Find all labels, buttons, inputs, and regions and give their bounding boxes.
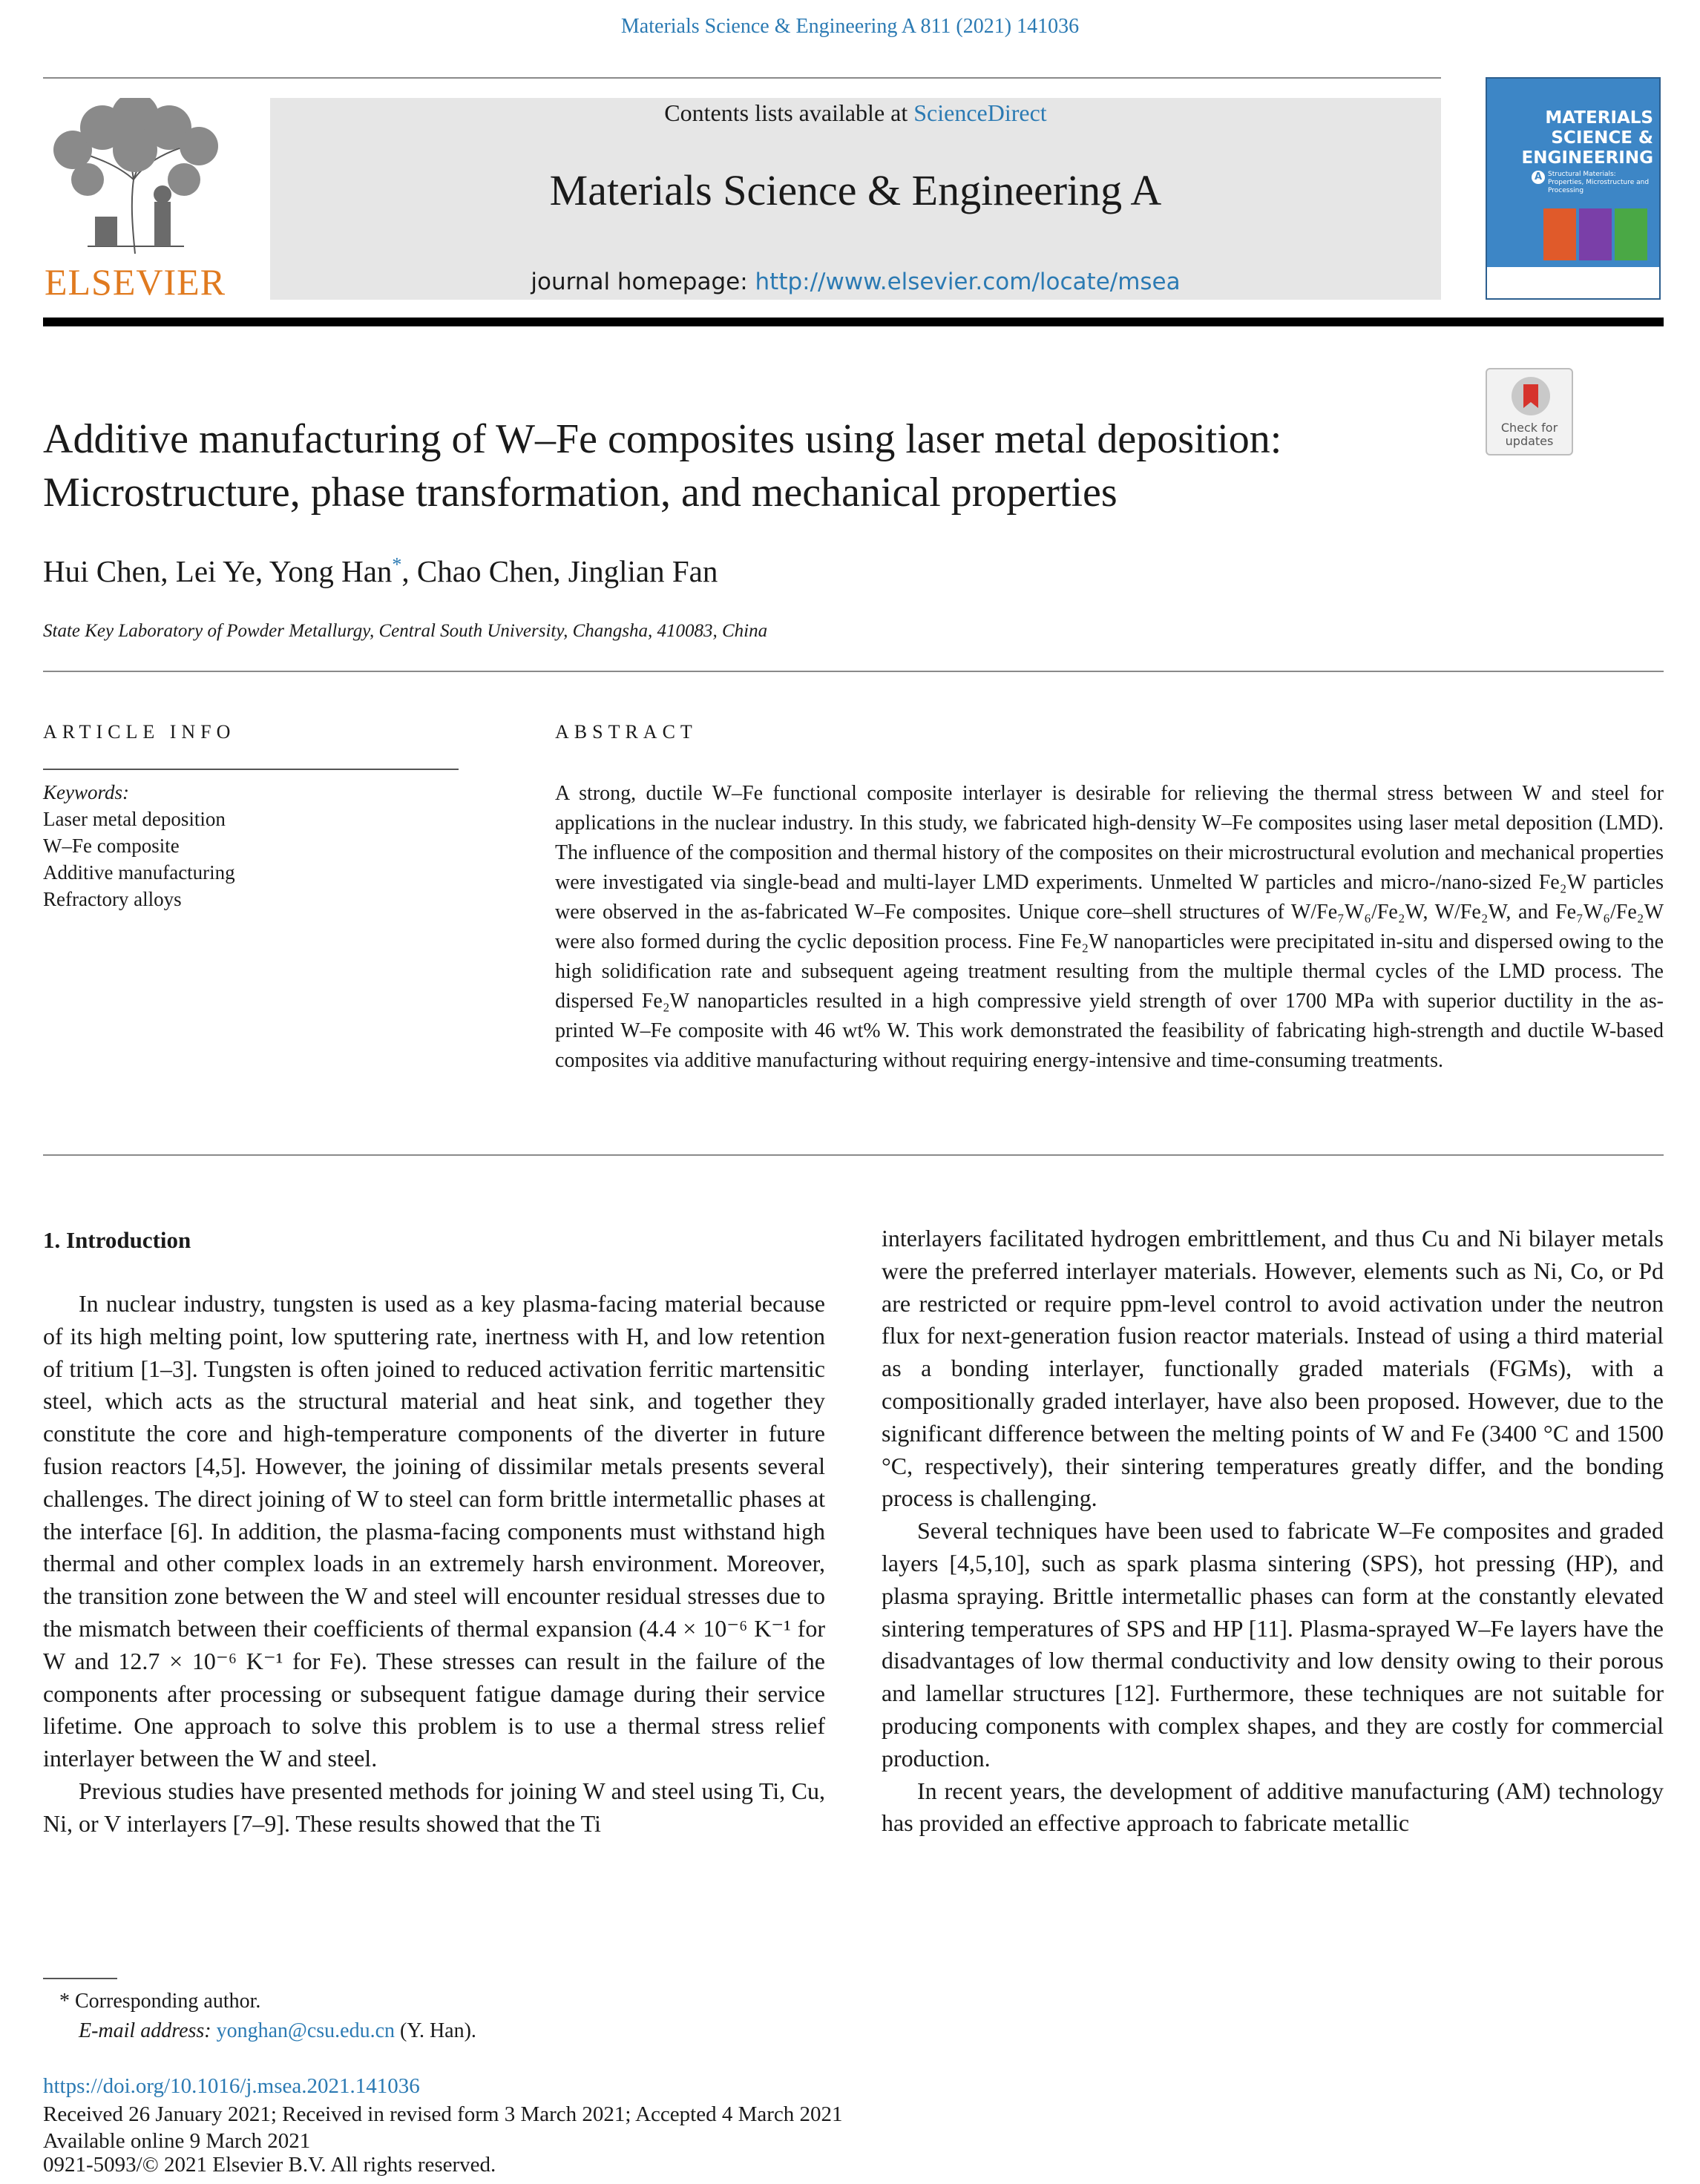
author-name[interactable]: Chao Chen [416, 554, 554, 588]
cover-image-purple [1579, 208, 1612, 260]
cover-subtitle: Structural Materials: Properties, Microstructure and Processing [1548, 171, 1650, 194]
right-column [882, 1223, 1664, 1840]
footnote [59, 1987, 476, 2046]
homepage-line [270, 267, 1441, 297]
header-thick-rule [43, 318, 1664, 326]
article-title [43, 412, 1453, 519]
email-label: E-mail address: [79, 2019, 217, 2042]
check-for-updates-badge[interactable] [1486, 368, 1573, 455]
contents-prefix: Contents lists available at [664, 99, 914, 126]
corresponding-author-mark[interactable]: * [392, 553, 402, 576]
left-column [43, 1288, 825, 1841]
running-header[interactable]: Materials Science & Engineering A 811 (2021) 141036 [620, 15, 1080, 38]
body-paragraph: In recent years, the development of additive manufacturing (AM) technology has provided an effective approach to fabricate metallic [882, 1777, 1664, 1837]
footnote-rule [43, 1978, 117, 1979]
email-suffix: (Y. Han). [395, 2019, 476, 2042]
publisher-name: ELSEVIER [44, 261, 226, 303]
received-dates: Received 26 January 2021; Received in revised form 3 March 2021; Accepted 4 March 2021 [43, 2102, 843, 2126]
cover-title: MATERIALS SCIENCE & ENGINEERING [1521, 108, 1653, 168]
title-line-1: Additive manufacturing of W–Fe composites using laser metal deposition: [43, 416, 1282, 462]
email-link[interactable]: yonghan@csu.edu.cn [216, 2019, 396, 2042]
top-divider [43, 77, 1441, 79]
sciencedirect-link[interactable]: ScienceDirect [913, 99, 1047, 126]
info-rule [43, 769, 459, 770]
copyright: 0921-5093/© 2021 Elsevier B.V. All rights reserved. [43, 2153, 496, 2177]
article-info-heading: ARTICLE INFO [43, 721, 236, 743]
cover-image-green [1615, 208, 1647, 260]
elsevier-tree-icon [43, 98, 227, 261]
abstract-text: A strong, ductile W–Fe functional composite interlayer is desirable for relieving the thermal stress between W and steel for applications in the nuclear industry. In this study, we fabricated high-density W–Fe composites using laser metal deposition (LMD). The influence of the composition and thermal history of the composites on their microstructural evolution and mechanical properties were investigated via single-bead and multi-layer LMD experiments. Unmelted W particles and micro-/nano-sized Fe₂W particles were observed in the as-fabricated W–Fe composites. Unique core–shell structures of W/Fe₇W₆/Fe₂W, W/Fe₂W, and Fe₇W₆/Fe₂W were also formed during the cyclic deposition process. Fine Fe₂W nanoparticles were precipitated in-situ and dispersed owing to the high solidification rate and subsequent ageing treatment resulting from the multiple thermal cycles of the LMD process. The dispersed Fe₂W nanoparticles resulted in a high compressive yield strength of over 1700 MPa with superior ductility in the as-printed W–Fe composite with 46 wt% W. This work demonstrated the feasibility of fabricating high-strength and ductile W-based composites via additive manufacturing without requiring energy-intensive and time-consuming treatments. [555, 782, 1664, 1072]
homepage-link[interactable]: http://www.elsevier.com/locate/msea [755, 269, 1181, 295]
contents-line [270, 98, 1441, 128]
doi-link[interactable]: https://doi.org/10.1016/j.msea.2021.141036 [43, 2074, 420, 2098]
corresponding-note [59, 1987, 476, 2016]
author-name[interactable]: Lei Ye [175, 554, 255, 588]
footnote-mark: * [59, 1990, 70, 2013]
divider [43, 1154, 1664, 1156]
cover-footer-strip [1487, 267, 1659, 298]
title-line-2: Microstructure, phase transformation, and mechanical properties [43, 470, 1118, 516]
email-line [59, 2016, 476, 2046]
author-list: Hui Chen, Lei Ye, Yong Han*, Chao Chen, Jinglian Fan [43, 553, 718, 588]
keyword-item: W–Fe composite [43, 835, 180, 857]
cover-letter: A [1532, 171, 1545, 184]
author-name[interactable]: Yong Han [269, 554, 393, 588]
journal-title[interactable]: Materials Science & Engineering A [549, 166, 1162, 214]
corresponding-text: Corresponding author. [75, 1990, 261, 2013]
cover-image-orange [1543, 208, 1576, 260]
body-paragraph: In nuclear industry, tungsten is used as a key plasma-facing material because of its high melting point, low sputtering rate, inertness with H, and low retention of tritium [1–3]. Tungsten is often joined to reduced activation ferritic martensitic steel, which acts as the structural material and heat sink, and together they constitute the core and high-temperature components of the diverter in future fusion reactors [4,5]. However, the joining of dissimilar metals presents several challenges. The direct joining of W to steel can form brittle intermetallic phases at the interface [6]. In addition, the plasma-facing components must withstand high thermal and other complex loads in an extremely harsh environment. Moreover, the transition zone between the W and steel will encounter residual stresses due to the mismatch between their coefficients of thermal expansion (4.4 × 10⁻⁶ K⁻¹ for W and 12.7 × 10⁻⁶ K⁻¹ for Fe). These stresses can result in the failure of the components after processing or subsequent fatigue damage during their service lifetime. One approach to solve this problem is to use a thermal stress relief interlayer between the W and steel. [43, 1290, 825, 1772]
journal-cover[interactable] [1486, 77, 1661, 300]
keyword-item: Additive manufacturing [43, 861, 235, 884]
body-paragraph: interlayers facilitated hydrogen embrittlement, and thus Cu and Ni bilayer metals were the preferred interlayer materials. However, elements such as Ni, Co, or Pd are restricted or require ppm-level control to avoid activation under the neutron flux for next-generation fusion reactor materials. Instead of using a third material as a bonding interlayer, functionally graded materials (FGMs), with a compositionally graded interlayer, have also been proposed. However, due to the significant difference between the melting points of W and Fe (3400 °C and 1500 °C, respectively), their sintering temperatures greatly differ, and the bonding process is challenging. [882, 1225, 1664, 1512]
author-name[interactable]: Jinglian Fan [568, 554, 718, 588]
abstract-heading: ABSTRACT [555, 721, 698, 743]
affiliation: State Key Laboratory of Powder Metallurgy, Central South University, Changsha, 410083, China [43, 621, 768, 641]
section-title: 1. Introduction [43, 1227, 191, 1253]
keywords-title: Keywords: [43, 781, 129, 803]
divider [43, 671, 1664, 672]
elsevier-logo[interactable] [43, 98, 227, 303]
author-name[interactable]: Hui Chen [43, 554, 161, 588]
keyword-item: Laser metal deposition [43, 808, 226, 830]
available-online: Available online 9 March 2021 [43, 2129, 311, 2153]
updates-text: Check for updates [1500, 421, 1558, 448]
keyword-item: Refractory alloys [43, 888, 182, 910]
keywords-block [43, 779, 459, 912]
journal-banner [270, 98, 1441, 300]
bookmark-ribbon-icon [1487, 369, 1575, 421]
homepage-prefix: journal homepage: [531, 269, 755, 295]
body-paragraph: Several techniques have been used to fabricate W–Fe composites and graded layers [4,5,10], such as spark plasma sintering (SPS), hot pressing (HP), and plasma spraying. Brittle intermetallic phases can form at the constantly elevated sintering temperatures of SPS and HP [11]. Plasma-sprayed W–Fe layers have the disadvantages of low thermal conductivity and low density owing to their porous and lamellar structures [12]. Furthermore, these techniques are not suitable for producing components with complex shapes, and they are costly for commercial production. [882, 1517, 1664, 1772]
body-paragraph: Previous studies have presented methods for joining W and steel using Ti, Cu, Ni, or V interlayers [7–9]. These results showed that the Ti [43, 1777, 825, 1837]
